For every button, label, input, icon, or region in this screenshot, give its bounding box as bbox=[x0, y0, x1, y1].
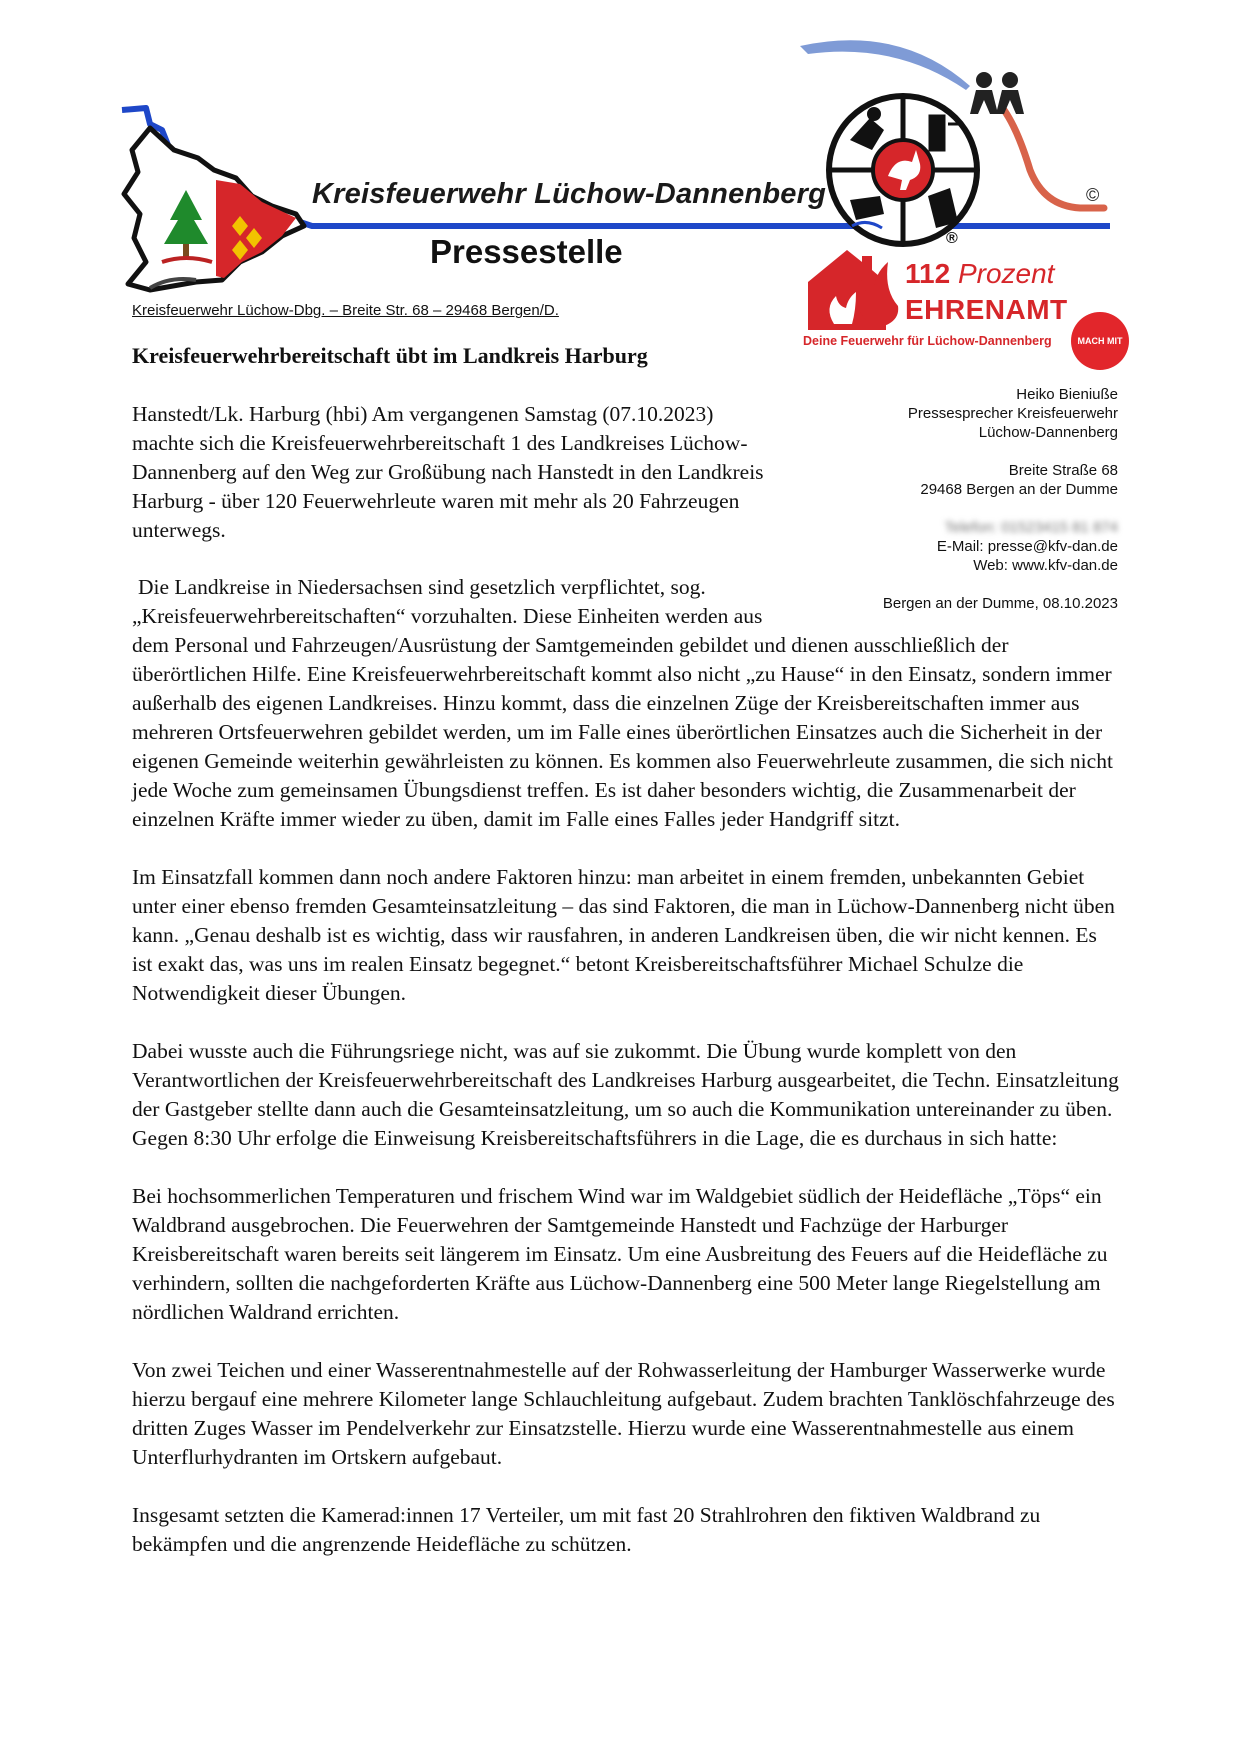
flame-house-logo bbox=[808, 250, 898, 330]
district-map-logo bbox=[124, 128, 304, 290]
copyright-mark: © bbox=[1086, 185, 1100, 205]
contact-phone-redacted: Telefon: 01523415 81 874 bbox=[944, 519, 1118, 536]
article-paragraph: Dabei wusste auch die Führungsriege nicht, was auf sie zukommt. Die Übung wurde komplett von den Verantwortlichen der Kreisfeuerwehrbereitschaft des Landkreises Harburg ausgearbeitet, die Techn. Einsatzleitung der Gastgeber stellte dann auch die Gesamteinsatzleitung, um so auch die Kommunikation untereinander zu üben. Gegen 8:30 Uhr erfolge die Einweisung Kreisbereitschaftsführers in die Lage, die es durchaus in sich hatte: bbox=[132, 1039, 1119, 1150]
press-office-heading: Pressestelle bbox=[430, 233, 623, 270]
badge-112-prozent bbox=[905, 258, 1054, 290]
organisation-name: Kreisfeuerwehr Lüchow-Dannenberg bbox=[312, 178, 826, 210]
place-date: Bergen an der Dumme, 08.10.2023 bbox=[882, 595, 1118, 612]
article-paragraph: Die Landkreise in Niedersachsen sind gesetzlich verpflichtet, sog. „Kreisfeuerwehrbereitschaften“ vorzuhalten. Diese Einheiten werden aus dem Personal und Fahrzeugen/Ausrüstung der Samtgemeinden gebildet und dienen ausschließlich der überörtlichen Hilfe. Eine Kreisfeuerwehrbereitschaft kommt also nicht „zu Hause“ in den Einsatz, sondern immer außerhalb des eigenen Landkreises. Hinzu kommt, dass die einzelnen Züge der Kreisbereitschaften immer aus mehreren Ortsfeuerwehren gebildet werden, um im Falle eines überörtlichen Einsatzes auch die Sicherheit in der eigenen Gemeinde weiterhin gewährleisten zu können. Es kommen also Feuerwehrleute zusammen, die sich nicht jede Woche zum gemeinsamen Übungsdienst treffen. Es ist daher besonders wichtig, die Zusammenarbeit der einzelnen Kräfte immer wieder zu üben, damit im Falle eines Falles jeder Handgriff sitzt. bbox=[132, 575, 1113, 831]
article-paragraph: Im Einsatzfall kommen dann noch andere Faktoren hinzu: man arbeitet in einem fremden, unbekannten Gebiet unter einer ebenso fremden Gesamteinsatzleitung – das sind Faktoren, die man in Lüchow-Dannenberg nicht üben kann. „Genau deshalb ist es wichtig, dass wir rausfahren, in anderen Landkreisen üben, die wir nicht kennen. Es ist exakt das, was uns im realen Einsatz begegnet.“ betont Kreisbereitschaftsführer Michael Schulze die Notwendigkeit dieser Übungen. bbox=[132, 865, 1115, 1005]
mach-mit-badge: MACH MIT bbox=[1071, 312, 1129, 370]
contact-email: E-Mail: presse@kfv-dan.de bbox=[936, 538, 1118, 555]
badge-percent-word: Prozent bbox=[957, 258, 1055, 289]
article-paragraph: Insgesamt setzten die Kamerad:innen 17 Verteiler, um mit fast 20 Strahlrohren den fiktiven Waldbrand zu bekämpfen und die angrenzende Heidefläche zu schützen. bbox=[132, 1503, 1041, 1556]
contact-role-line1: Pressesprecher Kreisfeuerwehr bbox=[907, 405, 1118, 422]
blue-arc bbox=[800, 40, 970, 90]
contact-city: 29468 Bergen an der Dumme bbox=[920, 481, 1118, 498]
article-paragraph: Von zwei Teichen und einer Wasserentnahmestelle auf der Rohwasserleitung der Hamburger Wasserwerke wurde hierzu bergauf eine mehrere Kilometer lange Schlauchleitung aufgebaut. Zudem brachten Tanklöschfahrzeuge des dritten Zuges Wasser im Pendelverkehr zur Einsatzstelle. Hierzu wurde eine Wasserentnahmestelle aus einem Unterflurhydranten im Ortskern aufgebaut. bbox=[132, 1358, 1115, 1469]
contact-web: Web: www.kfv-dan.de bbox=[973, 557, 1118, 574]
figures-icon bbox=[970, 72, 1024, 114]
contact-name: Heiko Bieniuße bbox=[1016, 386, 1118, 403]
article-paragraph: Bei hochsommerlichen Temperaturen und frischem Wind war im Waldgebiet südlich der Heidefläche „Töps“ ein Waldbrand ausgebrochen. Die Feuerwehren der Samtgemeinde Hanstedt und Fachzüge der Harburger Kreisbereitschaft waren bereits seit längerem im Einsatz. Um eine Ausbreitung des Feuers auf die Heidefläche zu verhindern, sollten die nachgeforderten Kräfte aus Lüchow-Dannenberg eine 500 Meter lange Riegelstellung am nördlichen Waldrand errichten. bbox=[132, 1184, 1108, 1324]
badge-tagline: Deine Feuerwehr für Lüchow-Dannenberg bbox=[803, 334, 1052, 348]
badge-number: 112 bbox=[905, 258, 951, 289]
article-lead: Hanstedt/Lk. Harburg (hbi) Am vergangenen Samstag (07.10.2023) machte sich die Kreisfeuerwehrbereitschaft 1 des Landkreises Lüchow-Dannenberg auf den Weg zur Großübung nach Hanstedt in den Landkreis Harburg - über 120 Feuerwehrleute waren mit mehr als 20 Fahrzeugen unterwegs. bbox=[132, 402, 764, 542]
contact-role-line2: Lüchow-Dannenberg bbox=[978, 424, 1118, 441]
contact-street: Breite Straße 68 bbox=[1008, 462, 1118, 479]
article-body bbox=[132, 573, 1122, 1588]
return-address: Kreisfeuerwehr Lüchow-Dbg. – Breite Str. 68 – 29468 Bergen/D. bbox=[132, 302, 559, 319]
fire-brigade-emblem bbox=[829, 96, 977, 244]
registered-mark: ® bbox=[946, 230, 958, 247]
badge-ehrenamt: EHRENAMT bbox=[905, 294, 1068, 325]
article-title: Kreisfeuerwehrbereitschaft übt im Landkreis Harburg bbox=[132, 343, 648, 368]
